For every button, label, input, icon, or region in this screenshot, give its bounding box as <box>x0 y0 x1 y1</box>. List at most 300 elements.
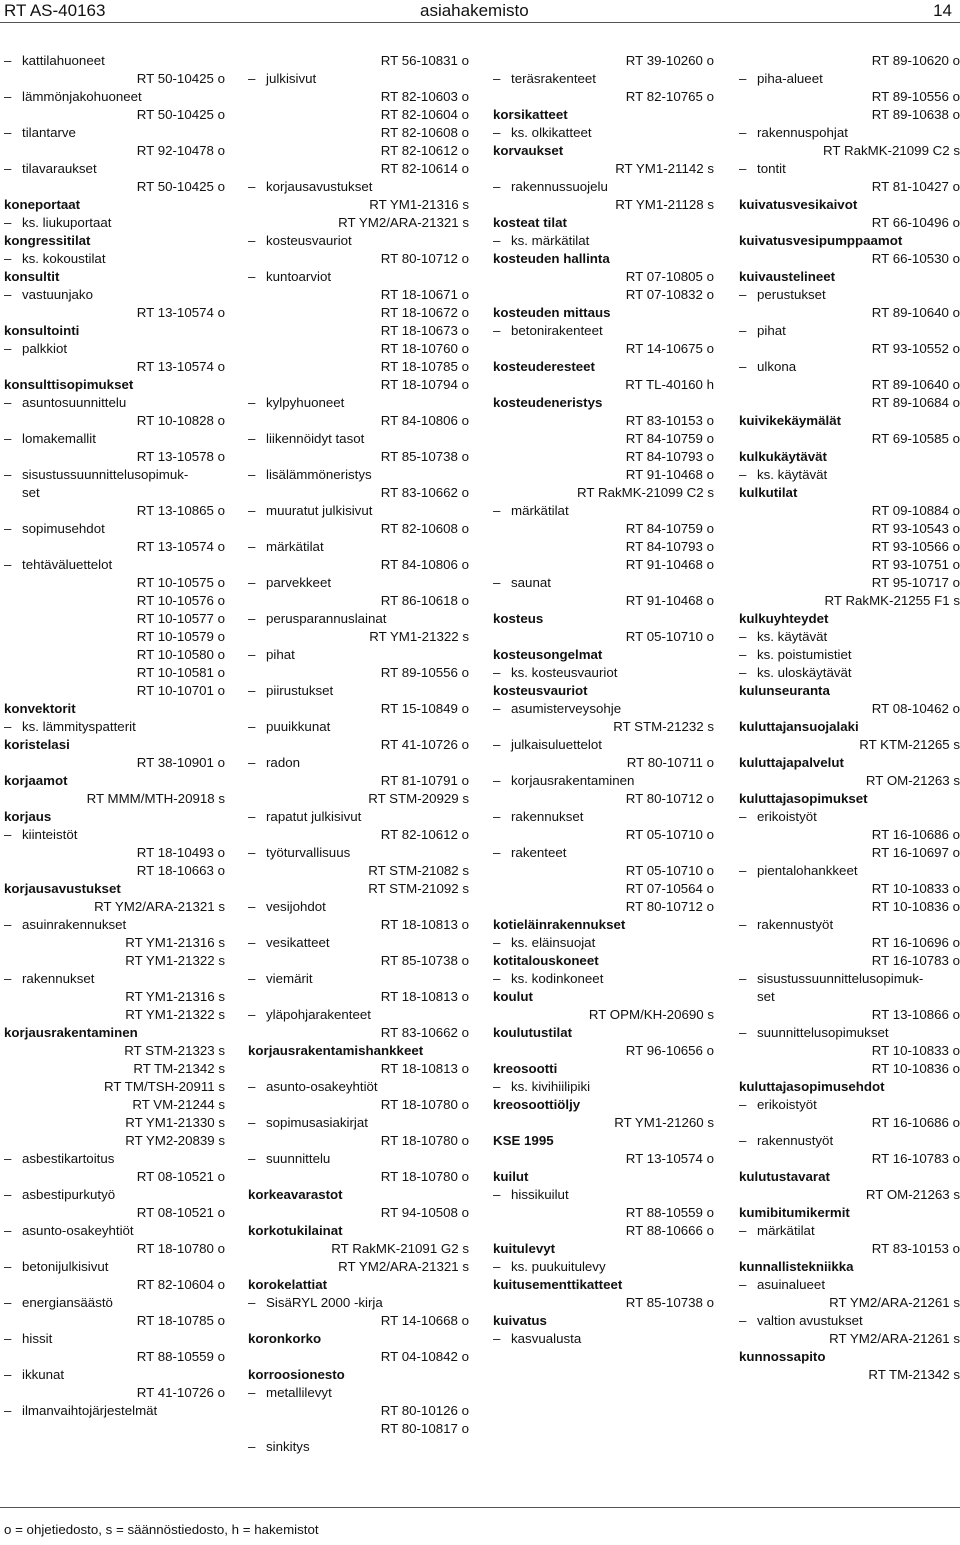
reference-code: RT 18-10780 o <box>380 1133 469 1148</box>
reference-code: RT 82-10614 o <box>380 161 469 176</box>
index-heading: konsultit <box>4 269 60 284</box>
reference-code: RT YM1-21322 s <box>125 1007 225 1022</box>
reference-code: RT 92-10478 o <box>136 143 225 158</box>
reference-code: RT 13-10574 o <box>625 1151 714 1166</box>
index-heading: koulut <box>493 989 533 1004</box>
reference-code: RT 41-10726 o <box>136 1385 225 1400</box>
index-column-2 <box>248 52 469 1456</box>
index-subentry: – rakennukset <box>493 808 714 826</box>
index-subentry: – vastuunjako <box>4 286 225 304</box>
reference-code: RT 82-10603 o <box>380 89 469 104</box>
reference-code: RT 15-10849 o <box>380 701 469 716</box>
index-subentry: – ks. poistumistiet <box>739 646 960 664</box>
index-subentry: – pientalohankkeet <box>739 862 960 880</box>
index-subentry: – sinkitys <box>248 1438 469 1456</box>
index-subentry: – sopimusehdot <box>4 520 225 538</box>
reference-code: RT 14-10668 o <box>380 1313 469 1328</box>
reference-code: RT 14-10675 o <box>625 341 714 356</box>
index-subentry: – asbestipurkutyö <box>4 1186 225 1204</box>
index-heading: kulkukäytävät <box>739 449 827 464</box>
index-subentry: – ks. märkätilat <box>493 232 714 250</box>
index-heading: korvaukset <box>493 143 564 158</box>
index-heading: kreosoottiöljy <box>493 1097 581 1112</box>
index-subentry: – märkätilat <box>493 502 714 520</box>
reference-code: RT 82-10604 o <box>136 1277 225 1292</box>
index-subentry: – julkaisuluettelot <box>493 736 714 754</box>
index-subentry: – tilantarve <box>4 124 225 142</box>
index-subentry: – ikkunat <box>4 1366 225 1384</box>
reference-code: RT 08-10462 o <box>871 701 960 716</box>
reference-code: RT 16-10686 o <box>871 1115 960 1130</box>
reference-code: RT RakMK-21099 C2 s <box>577 485 714 500</box>
reference-code: RT 05-10710 o <box>625 863 714 878</box>
reference-code: RT 80-10712 o <box>625 899 714 914</box>
index-subentry: – kosteusvauriot <box>248 232 469 250</box>
reference-code: RT 10-10580 o <box>136 647 225 662</box>
page-number: 14 <box>933 1 952 20</box>
index-column-1 <box>4 52 225 1420</box>
index-heading: konsultointi <box>4 323 80 338</box>
index-subentry: – vesijohdot <box>248 898 469 916</box>
index-subentry: – rakennukset <box>4 970 225 988</box>
index-subentry: – suunnittelusopimukset <box>739 1024 960 1042</box>
index-subentry: – saunat <box>493 574 714 592</box>
reference-code: RT 16-10696 o <box>871 935 960 950</box>
index-heading: kuivatusvesipumppaamot <box>739 233 903 248</box>
index-subentry: – korjausavustukset <box>248 178 469 196</box>
reference-code: RT 66-10496 o <box>871 215 960 230</box>
reference-code: RT 09-10884 o <box>871 503 960 518</box>
reference-code: RT STM-20929 s <box>368 791 469 806</box>
reference-code: RT 83-10153 o <box>871 1241 960 1256</box>
index-subentry: – tilavaraukset <box>4 160 225 178</box>
index-subentry: – asunto-osakeyhtiöt <box>4 1222 225 1240</box>
reference-code: RT 82-10765 o <box>625 89 714 104</box>
reference-code: RT 18-10813 o <box>380 989 469 1004</box>
reference-code: RT 07-10832 o <box>625 287 714 302</box>
reference-code: RT 07-10564 o <box>625 881 714 896</box>
reference-code: RT 10-10836 o <box>871 899 960 914</box>
reference-code: RT 13-10574 o <box>136 305 225 320</box>
index-heading: konvektorit <box>4 701 76 716</box>
reference-code: RT 80-10817 o <box>380 1421 469 1436</box>
index-subentry: – ks. kodinkoneet <box>493 970 714 988</box>
reference-code: RT 18-10785 o <box>136 1313 225 1328</box>
index-column-3 <box>493 52 714 1348</box>
reference-code: RT 56-10831 o <box>380 53 469 68</box>
index-subentry: – ks. eläinsuojat <box>493 934 714 952</box>
index-subentry: – kuntoarviot <box>248 268 469 286</box>
reference-code: RT 89-10556 o <box>871 89 960 104</box>
reference-code: RT 95-10717 o <box>871 575 960 590</box>
reference-code: RT 18-10780 o <box>380 1169 469 1184</box>
reference-code: RT YM1-21316 s <box>125 935 225 950</box>
reference-code: RT RakMK-21255 F1 s <box>824 593 960 608</box>
index-subentry: – asuntosuunnittelu <box>4 394 225 412</box>
reference-code: RT 10-10836 o <box>871 1061 960 1076</box>
reference-code: RT 08-10521 o <box>136 1205 225 1220</box>
index-subentry: – ks. liukuportaat <box>4 214 225 232</box>
index-subentry: – kylpyhuoneet <box>248 394 469 412</box>
reference-code: RT 84-10806 o <box>380 413 469 428</box>
reference-code: RT 10-10701 o <box>136 683 225 698</box>
reference-code: RT 10-10579 o <box>136 629 225 644</box>
index-subentry: – ks. kivihiilipiki <box>493 1078 714 1096</box>
page-header <box>0 0 960 22</box>
index-subentry: – asuinalueet <box>739 1276 960 1294</box>
index-subentry: – ulkona <box>739 358 960 376</box>
reference-code: RT 84-10793 o <box>625 539 714 554</box>
reference-code: RT 93-10552 o <box>871 341 960 356</box>
index-subentry: – sopimusasiakirjat <box>248 1114 469 1132</box>
reference-code: RT 84-10793 o <box>625 449 714 464</box>
reference-code: RT YM2/ARA-21321 s <box>338 1259 469 1274</box>
reference-code: RT 83-10153 o <box>625 413 714 428</box>
reference-code: RT 89-10684 o <box>871 395 960 410</box>
index-heading: kosteus <box>493 611 544 626</box>
reference-code: RT 89-10638 o <box>871 107 960 122</box>
reference-code: RT 80-10712 o <box>625 791 714 806</box>
reference-code: RT 50-10425 o <box>136 71 225 86</box>
index-subentry: – muuratut julkisivut <box>248 502 469 520</box>
reference-code: RT STM-21082 s <box>368 863 469 878</box>
index-heading: kuivatusvesikaivot <box>739 197 858 212</box>
index-subentry: – ks. lämmityspatterit <box>4 718 225 736</box>
reference-code: RT 10-10828 o <box>136 413 225 428</box>
reference-code: RT 81-10791 o <box>380 773 469 788</box>
reference-code: RT STM-21092 s <box>368 881 469 896</box>
page-title: asiahakemisto <box>420 1 529 20</box>
reference-code: RT TM-21342 s <box>133 1061 225 1076</box>
reference-code: RT 07-10805 o <box>625 269 714 284</box>
reference-code: RT 85-10738 o <box>625 1295 714 1310</box>
reference-code: RT 89-10640 o <box>871 377 960 392</box>
index-heading: kosteuden mittaus <box>493 305 611 320</box>
index-column-4 <box>739 52 960 1384</box>
index-subentry: – kattilahuoneet <box>4 52 225 70</box>
index-subentry: – rakennustyöt <box>739 916 960 934</box>
index-subentry: – viemärit <box>248 970 469 988</box>
reference-code: RT YM1-21322 s <box>369 629 469 644</box>
reference-code: RT 05-10710 o <box>625 629 714 644</box>
reference-code: RT YM2/ARA-21261 s <box>829 1331 960 1346</box>
index-subentry: – sisustussuunnittelusopimuk- <box>739 970 960 988</box>
reference-code: RT 88-10666 o <box>625 1223 714 1238</box>
index-heading: kotitalouskoneet <box>493 953 599 968</box>
index-heading: kuluttajansuojalaki <box>739 719 859 734</box>
index-subentry: – rakennuspohjat <box>739 124 960 142</box>
index-heading: kuivikekäymälät <box>739 413 842 428</box>
reference-code: RT 18-10780 o <box>136 1241 225 1256</box>
index-heading: kosteat tilat <box>493 215 567 230</box>
reference-code: RT YM1-21316 s <box>125 989 225 1004</box>
index-subentry: – valtion avustukset <box>739 1312 960 1330</box>
reference-code: RT YM1-21260 s <box>614 1115 714 1130</box>
index-heading: kuitusementtikatteet <box>493 1277 623 1292</box>
index-heading: kuivaustelineet <box>739 269 836 284</box>
reference-code: RT 84-10759 o <box>625 431 714 446</box>
index-subentry: – märkätilat <box>739 1222 960 1240</box>
index-heading: korokelattiat <box>248 1277 328 1292</box>
reference-code: RT 93-10566 o <box>871 539 960 554</box>
index-heading: kulkutilat <box>739 485 798 500</box>
index-heading: koristelasi <box>4 737 70 752</box>
index-subentry: – erikoistyöt <box>739 1096 960 1114</box>
reference-code: RT 80-10711 o <box>626 755 714 770</box>
reference-code: RT YM1-21330 s <box>125 1115 225 1130</box>
index-subentry: – perusparannuslainat <box>248 610 469 628</box>
index-continuation: set <box>22 485 40 500</box>
index-heading: kosteuden hallinta <box>493 251 610 266</box>
reference-code: RT TM/TSH-20911 s <box>104 1079 225 1094</box>
index-heading: kuitulevyt <box>493 1241 556 1256</box>
reference-code: RT OM-21263 s <box>865 1187 960 1202</box>
reference-code: RT 89-10640 o <box>871 305 960 320</box>
reference-code: RT 10-10577 o <box>136 611 225 626</box>
index-heading: kunnossapito <box>739 1349 826 1364</box>
reference-code: RT OM-21263 s <box>865 773 960 788</box>
index-subentry: – asuinrakennukset <box>4 916 225 934</box>
reference-code: RT 94-10508 o <box>380 1205 469 1220</box>
reference-code: RT 18-10671 o <box>380 287 469 302</box>
index-heading: korjaamot <box>4 773 68 788</box>
reference-code: RT 82-10608 o <box>380 521 469 536</box>
index-heading: kosteuderesteet <box>493 359 595 374</box>
reference-code: RT 83-10662 o <box>380 1025 469 1040</box>
index-subentry: – ilmanvaihtojärjestelmät <box>4 1402 225 1420</box>
index-subentry: – työturvallisuus <box>248 844 469 862</box>
reference-code: RT YM1-21128 s <box>615 197 714 212</box>
reference-code: RT 50-10425 o <box>136 107 225 122</box>
reference-code: RT 91-10468 o <box>625 467 714 482</box>
reference-code: RT 39-10260 o <box>625 53 714 68</box>
reference-code: RT 13-10866 o <box>871 1007 960 1022</box>
index-heading: kotieläinrakennukset <box>493 917 626 932</box>
reference-code: RT 80-10126 o <box>380 1403 469 1418</box>
index-subentry: – parvekkeet <box>248 574 469 592</box>
index-heading: korroosionesto <box>248 1367 345 1382</box>
index-heading: kunnallistekniikka <box>739 1259 854 1274</box>
reference-code: RT 93-10543 o <box>871 521 960 536</box>
reference-code: RT 84-10759 o <box>625 521 714 536</box>
reference-code: RT 18-10673 o <box>380 323 469 338</box>
reference-code: RT 16-10783 o <box>871 1151 960 1166</box>
reference-code: RT 85-10738 o <box>380 449 469 464</box>
index-subentry: – tehtäväluettelot <box>4 556 225 574</box>
reference-code: RT 16-10697 o <box>871 845 960 860</box>
reference-code: RT 91-10468 o <box>625 557 714 572</box>
reference-code: RT 10-10581 o <box>136 665 225 680</box>
index-subentry: – rakennustyöt <box>739 1132 960 1150</box>
index-subentry: – ks. kosteusvauriot <box>493 664 714 682</box>
reference-code: RT 13-10865 o <box>136 503 225 518</box>
index-heading: kosteusvauriot <box>493 683 588 698</box>
reference-code: RT 13-10574 o <box>136 539 225 554</box>
index-heading: kuluttajasopimukset <box>739 791 868 806</box>
index-subentry: – palkkiot <box>4 340 225 358</box>
reference-code: RT 85-10738 o <box>380 953 469 968</box>
index-subentry: – kasvualusta <box>493 1330 714 1348</box>
reference-code: RT 82-10612 o <box>380 827 469 842</box>
reference-code: RT YM2/ARA-21321 s <box>338 215 469 230</box>
index-subentry: – ks. olkikatteet <box>493 124 714 142</box>
reference-code: RT 16-10783 o <box>871 953 960 968</box>
reference-code: RT 96-10656 o <box>625 1043 714 1058</box>
reference-code: RT 10-10576 o <box>136 593 225 608</box>
header-rule <box>0 22 960 23</box>
index-subentry: – erikoistyöt <box>739 808 960 826</box>
index-subentry: – lämmönjakohuoneet <box>4 88 225 106</box>
index-heading: KSE 1995 <box>493 1133 554 1148</box>
index-subentry: – metallilevyt <box>248 1384 469 1402</box>
index-heading: korjausrakentaminen <box>4 1025 138 1040</box>
reference-code: RT 18-10760 o <box>380 341 469 356</box>
reference-code: RT 88-10559 o <box>136 1349 225 1364</box>
index-heading: kulunseuranta <box>739 683 830 698</box>
index-subentry: – ks. käytävät <box>739 628 960 646</box>
legend-footnote: o = ohjetiedosto, s = säännöstiedosto, h = hakemistot <box>4 1522 319 1537</box>
index-subentry: – ks. kokoustilat <box>4 250 225 268</box>
index-heading: kuluttajasopimusehdot <box>739 1079 885 1094</box>
reference-code: RT OPM/KH-20690 s <box>588 1007 714 1022</box>
index-heading: kosteudeneristys <box>493 395 603 410</box>
reference-code: RT 18-10813 o <box>380 917 469 932</box>
reference-code: RT YM1-21316 s <box>369 197 469 212</box>
index-subentry: – piirustukset <box>248 682 469 700</box>
document-code: RT AS-40163 <box>4 1 106 20</box>
reference-code: RT 13-10578 o <box>136 449 225 464</box>
reference-code: RT 81-10427 o <box>871 179 960 194</box>
index-subentry: – puuikkunat <box>248 718 469 736</box>
reference-code: RT 91-10468 o <box>625 593 714 608</box>
index-subentry: – ks. käytävät <box>739 466 960 484</box>
index-subentry: – kiinteistöt <box>4 826 225 844</box>
index-subentry: – liikennöidyt tasot <box>248 430 469 448</box>
reference-code: RT 18-10672 o <box>380 305 469 320</box>
reference-code: RT MMM/MTH-20918 s <box>86 791 225 806</box>
index-continuation: set <box>757 989 775 1004</box>
reference-code: RT 10-10833 o <box>871 1043 960 1058</box>
reference-code: RT YM1-21322 s <box>125 953 225 968</box>
index-subentry: – rakennussuojelu <box>493 178 714 196</box>
reference-code: RT YM1-21142 s <box>615 161 714 176</box>
reference-code: RT 50-10425 o <box>136 179 225 194</box>
index-heading: kuivatus <box>493 1313 547 1328</box>
index-subentry: – betonijulkisivut <box>4 1258 225 1276</box>
reference-code: RT 05-10710 o <box>625 827 714 842</box>
index-subentry: – lisälämmöneristys <box>248 466 469 484</box>
index-subentry: – hissit <box>4 1330 225 1348</box>
index-subentry: – hissikuilut <box>493 1186 714 1204</box>
index-subentry: – radon <box>248 754 469 772</box>
index-heading: kosteusongelmat <box>493 647 603 662</box>
index-subentry: – ks. puukuitulevy <box>493 1258 714 1276</box>
reference-code: RT 89-10620 o <box>871 53 960 68</box>
reference-code: RT YM2/ARA-21261 s <box>829 1295 960 1310</box>
reference-code: RT RakMK-21091 G2 s <box>331 1241 469 1256</box>
index-subentry: – sisustussuunnittelusopimuk- <box>4 466 225 484</box>
reference-code: RT 93-10751 o <box>871 557 960 572</box>
footer-rule <box>0 1507 960 1508</box>
reference-code: RT 82-10612 o <box>380 143 469 158</box>
reference-code: RT 18-10813 o <box>380 1061 469 1076</box>
index-heading: kreosootti <box>493 1061 558 1076</box>
index-heading: kuluttajapalvelut <box>739 755 844 770</box>
index-heading: korsikatteet <box>493 107 568 122</box>
index-heading: koneportaat <box>4 197 81 212</box>
index-heading: korjaus <box>4 809 52 824</box>
reference-code: RT 18-10794 o <box>380 377 469 392</box>
reference-code: RT 89-10556 o <box>380 665 469 680</box>
index-heading: konsulttisopimukset <box>4 377 134 392</box>
reference-code: RT STM-21323 s <box>124 1043 225 1058</box>
reference-code: RT 84-10806 o <box>380 557 469 572</box>
index-subentry: – teräsrakenteet <box>493 70 714 88</box>
index-subentry: – ks. uloskäytävät <box>739 664 960 682</box>
reference-code: RT 83-10662 o <box>380 485 469 500</box>
index-subentry: – märkätilat <box>248 538 469 556</box>
index-subentry: – asunto-osakeyhtiöt <box>248 1078 469 1096</box>
reference-code: RT 86-10618 o <box>380 593 469 608</box>
reference-code: RT 18-10493 o <box>136 845 225 860</box>
index-heading: kuilut <box>493 1169 529 1184</box>
index-heading: koulutustilat <box>493 1025 573 1040</box>
index-subentry: – pihat <box>739 322 960 340</box>
reference-code: RT KTM-21265 s <box>859 737 960 752</box>
index-subentry: – asumisterveysohje <box>493 700 714 718</box>
reference-code: RT 18-10785 o <box>380 359 469 374</box>
index-heading: korkeavarastot <box>248 1187 343 1202</box>
index-heading: kulutustavarat <box>739 1169 830 1184</box>
reference-code: RT 66-10530 o <box>871 251 960 266</box>
index-subentry: – rapatut julkisivut <box>248 808 469 826</box>
index-subentry: – rakenteet <box>493 844 714 862</box>
index-subentry: – tontit <box>739 160 960 178</box>
index-subentry: – energiansäästö <box>4 1294 225 1312</box>
index-subentry: – SisäRYL 2000 -kirja <box>248 1294 469 1312</box>
reference-code: RT 10-10575 o <box>136 575 225 590</box>
index-subentry: – julkisivut <box>248 70 469 88</box>
index-heading: korjausrakentamishankkeet <box>248 1043 424 1058</box>
index-subentry: – betonirakenteet <box>493 322 714 340</box>
index-subentry: – yläpohjarakenteet <box>248 1006 469 1024</box>
reference-code: RT 80-10712 o <box>380 251 469 266</box>
index-heading: koronkorko <box>248 1331 322 1346</box>
reference-code: RT 38-10901 o <box>136 755 225 770</box>
index-subentry: – perustukset <box>739 286 960 304</box>
index-subentry: – asbestikartoitus <box>4 1150 225 1168</box>
index-subentry: – lomakemallit <box>4 430 225 448</box>
index-subentry: – pihat <box>248 646 469 664</box>
reference-code: RT 18-10780 o <box>380 1097 469 1112</box>
reference-code: RT 16-10686 o <box>871 827 960 842</box>
reference-code: RT 69-10585 o <box>871 431 960 446</box>
index-heading: kumibitumikermit <box>739 1205 850 1220</box>
index-heading: kulkuyhteydet <box>739 611 829 626</box>
reference-code: RT 13-10574 o <box>136 359 225 374</box>
reference-code: RT YM2-20839 s <box>125 1133 225 1148</box>
reference-code: RT 04-10842 o <box>380 1349 469 1364</box>
index-heading: korkotukilainat <box>248 1223 343 1238</box>
reference-code: RT 88-10559 o <box>625 1205 714 1220</box>
reference-code: RT 41-10726 o <box>380 737 469 752</box>
reference-code: RT 08-10521 o <box>136 1169 225 1184</box>
reference-code: RT YM2/ARA-21321 s <box>94 899 225 914</box>
index-heading: korjausavustukset <box>4 881 121 896</box>
reference-code: RT STM-21232 s <box>613 719 714 734</box>
reference-code: RT 82-10604 o <box>380 107 469 122</box>
reference-code: RT TL-40160 h <box>625 377 714 392</box>
